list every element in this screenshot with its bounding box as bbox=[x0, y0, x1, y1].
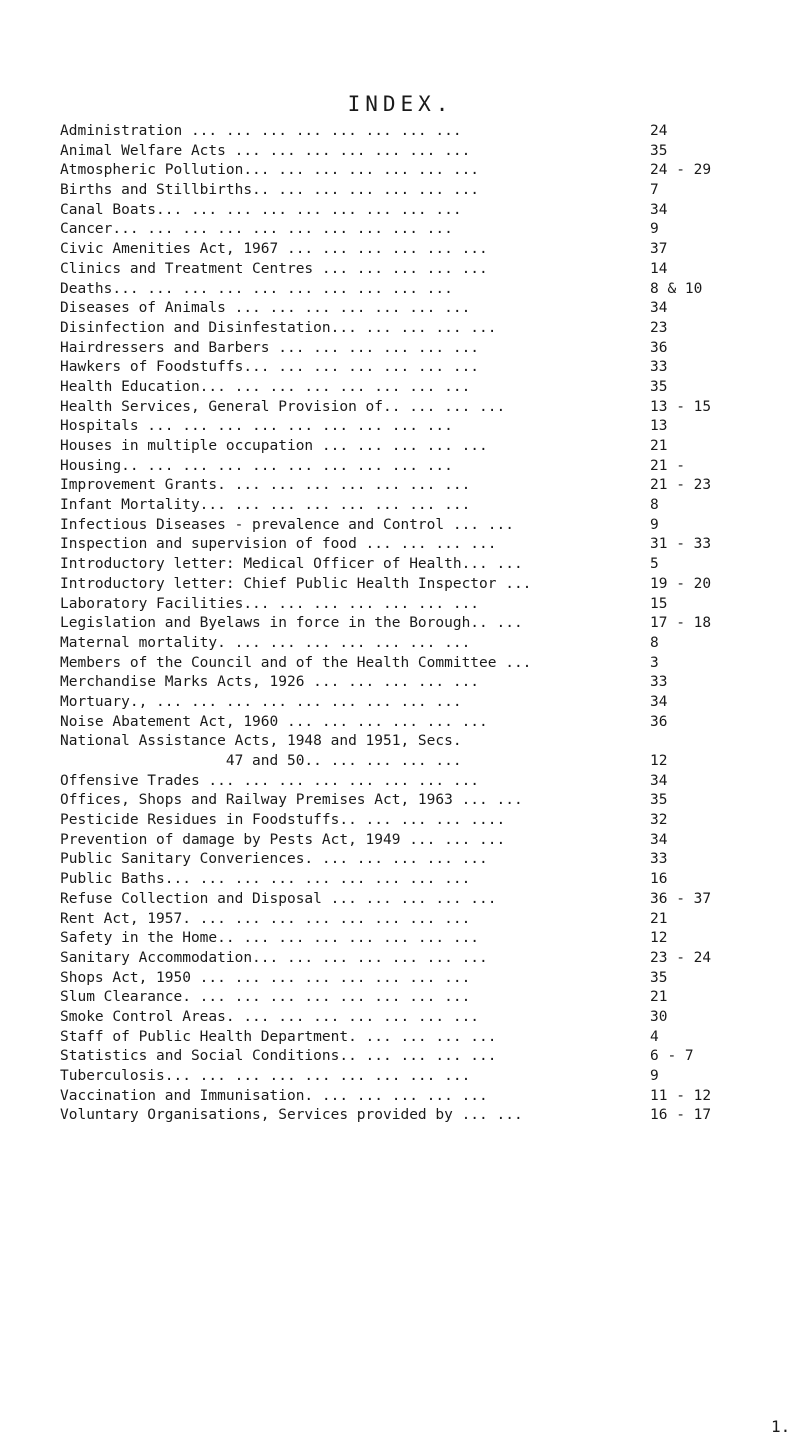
index-entry-page: 30 bbox=[650, 1008, 668, 1025]
index-entry-page: 36 bbox=[650, 339, 668, 356]
index-entry bbox=[60, 535, 740, 555]
index-entry-page: 34 bbox=[650, 831, 668, 848]
index-entry-page: 19 - 20 bbox=[650, 575, 712, 592]
index-entry-page: 5 bbox=[650, 556, 659, 573]
index-entry-label: Shops Act, 1950 ... ... ... ... ... ... ... ... bbox=[60, 969, 471, 986]
index-entry bbox=[60, 831, 740, 851]
index-entry-label: Civic Amenities Act, 1967 ... ... ... ... ... ... bbox=[60, 241, 488, 258]
index-entry-label: Laboratory Facilities... ... ... ... ... ... ... bbox=[60, 595, 480, 612]
index-entry bbox=[60, 673, 740, 693]
index-entry-label: Deaths... ... ... ... ... ... ... ... ... ... bbox=[60, 280, 453, 297]
index-entry-page bbox=[650, 732, 740, 752]
index-entry-page: 8 bbox=[650, 497, 659, 514]
index-entry bbox=[60, 791, 740, 811]
index-entry bbox=[60, 358, 740, 378]
index-entry-label: Atmospheric Pollution... ... ... ... ... ... ... bbox=[60, 162, 480, 179]
index-entry bbox=[60, 910, 740, 930]
index-list bbox=[60, 122, 740, 1126]
index-entry-page: 33 bbox=[650, 674, 668, 691]
index-entry bbox=[60, 142, 740, 162]
index-entry-label: Canal Boats... ... ... ... ... ... ... ... ... bbox=[60, 201, 462, 218]
index-entry-label: Diseases of Animals ... ... ... ... ... ... ... bbox=[60, 300, 471, 317]
index-entry bbox=[60, 161, 740, 181]
index-entry-label: Hawkers of Foodstuffs... ... ... ... ... ... ... bbox=[60, 359, 480, 376]
index-entry-label: Animal Welfare Acts ... ... ... ... ... ... ... bbox=[60, 142, 471, 159]
index-entry-page: 34 bbox=[650, 201, 668, 218]
index-entry bbox=[60, 870, 740, 890]
index-entry-page: 6 - 7 bbox=[650, 1048, 694, 1065]
index-entry-page: 34 bbox=[650, 693, 668, 710]
index-entry bbox=[60, 299, 740, 319]
index-entry-page: 21 bbox=[650, 438, 668, 454]
index-entry-page: 33 bbox=[650, 359, 668, 376]
index-entry-label: Prevention of damage by Pests Act, 1949 ... ... ... bbox=[60, 831, 506, 848]
index-entry-page: 16 bbox=[650, 871, 668, 888]
index-entry-page: 36 bbox=[650, 713, 668, 730]
index-entry bbox=[60, 890, 740, 910]
index-entry bbox=[60, 575, 740, 595]
index-entry-label: Housing.. ... ... ... ... ... ... ... ... ... bbox=[60, 457, 453, 474]
index-entry-page: 21 - 23 bbox=[650, 477, 712, 494]
index-entry-page: 12 bbox=[650, 753, 668, 769]
index-entry-label: Births and Stillbirths.. ... ... ... ... ... ... bbox=[60, 182, 480, 199]
index-entry-label: 47 and 50.. ... ... ... ... bbox=[60, 753, 462, 769]
index-entry-label: Slum Clearance. ... ... ... ... ... ... ... ... bbox=[60, 989, 471, 1006]
index-entry-page: 23 bbox=[650, 319, 668, 336]
index-entry-page: 11 - 12 bbox=[650, 1087, 712, 1104]
index-entry-label: Safety in the Home.. ... ... ... ... ... ... ... bbox=[60, 930, 480, 947]
index-entry-label: Public Sanitary Converiences. ... ... ... ... ... bbox=[60, 851, 488, 868]
index-entry-page: 15 bbox=[650, 595, 668, 612]
index-entry bbox=[60, 595, 740, 615]
index-entry bbox=[60, 476, 740, 496]
index-entry-label: Introductory letter: Chief Public Health Inspector ... bbox=[60, 575, 532, 592]
index-entry bbox=[60, 1067, 740, 1087]
index-entry-label: Sanitary Accommodation... ... ... ... ... ... ... bbox=[60, 949, 488, 966]
index-entry bbox=[60, 732, 740, 752]
index-entry bbox=[60, 1087, 740, 1107]
index-entry-page: 24 - 29 bbox=[650, 162, 712, 179]
index-entry-label: Statistics and Social Conditions.. ... ... ... ... bbox=[60, 1048, 497, 1065]
index-entry-label: National Assistance Acts, 1948 and 1951, Secs. bbox=[60, 733, 462, 750]
index-entry bbox=[60, 1028, 740, 1048]
index-entry-page: 4 bbox=[650, 1028, 659, 1045]
index-entry-label: Administration ... ... ... ... ... ... ... ... bbox=[60, 123, 462, 139]
index-entry-page: 37 bbox=[650, 241, 668, 258]
index-entry-page: 36 - 37 bbox=[650, 890, 712, 907]
index-entry-page: 31 - 33 bbox=[650, 536, 712, 553]
index-entry bbox=[60, 1106, 740, 1126]
index-entry-label: Offensive Trades ... ... ... ... ... ... ... ... bbox=[60, 772, 480, 789]
index-entry bbox=[60, 969, 740, 989]
index-entry bbox=[60, 240, 740, 260]
index-entry-page: 8 & 10 bbox=[650, 280, 703, 297]
index-entry bbox=[60, 850, 740, 870]
index-entry bbox=[60, 437, 740, 457]
index-entry-label: Smoke Control Areas. ... ... ... ... ... ... ... bbox=[60, 1008, 480, 1025]
index-entry-page: 16 - 17 bbox=[650, 1107, 712, 1124]
index-entry bbox=[60, 280, 740, 300]
index-entry bbox=[60, 772, 740, 792]
index-entry bbox=[60, 319, 740, 339]
index-entry-page: 35 bbox=[650, 792, 668, 809]
index-entry-label: Inspection and supervision of food ... ... ... ... bbox=[60, 536, 497, 553]
index-entry-label: Cancer... ... ... ... ... ... ... ... ... ... bbox=[60, 221, 453, 238]
index-entry-page: 33 bbox=[650, 851, 668, 868]
index-entry bbox=[60, 181, 740, 201]
index-entry bbox=[60, 693, 740, 713]
index-entry-page: 21 - bbox=[650, 457, 685, 474]
index-entry-label: Infectious Diseases - prevalence and Control ... ... bbox=[60, 516, 514, 533]
index-entry-label: Disinfection and Disinfestation... ... ... ... ... bbox=[60, 319, 497, 336]
index-entry-label: Houses in multiple occupation ... ... ... ... ... bbox=[60, 438, 488, 454]
index-entry-label: Health Education... ... ... ... ... ... ... ... bbox=[60, 378, 471, 395]
index-entry bbox=[60, 378, 740, 398]
index-entry-label: Infant Mortality... ... ... ... ... ... ... ... bbox=[60, 497, 471, 514]
index-entry-label: Vaccination and Immunisation. ... ... ... ... ... bbox=[60, 1087, 488, 1104]
index-entry-label: Improvement Grants. ... ... ... ... ... ... ... bbox=[60, 477, 471, 494]
index-entry-page: 35 bbox=[650, 142, 668, 159]
index-entry-label: Staff of Public Health Department. ... ... ... ... bbox=[60, 1028, 497, 1045]
index-entry-label: Clinics and Treatment Centres ... ... ... ... ... bbox=[60, 260, 488, 277]
index-entry-page: 21 bbox=[650, 989, 668, 1006]
index-entry-label: Pesticide Residues in Foodstuffs.. ... ... ... .... bbox=[60, 812, 506, 829]
index-entry bbox=[60, 457, 740, 477]
index-entry bbox=[60, 614, 740, 634]
index-entry bbox=[60, 988, 740, 1008]
index-entry bbox=[60, 713, 740, 733]
index-entry bbox=[60, 634, 740, 654]
index-entry-label: Voluntary Organisations, Services provided by ... ... bbox=[60, 1107, 523, 1124]
index-entry-page: 3 bbox=[650, 654, 659, 671]
index-entry bbox=[60, 496, 740, 516]
index-entry bbox=[60, 220, 740, 240]
page-title: INDEX. bbox=[347, 92, 454, 116]
index-entry-label: Rent Act, 1957. ... ... ... ... ... ... ... ... bbox=[60, 910, 471, 927]
index-entry bbox=[60, 555, 740, 575]
index-entry-page: 7 bbox=[650, 182, 659, 199]
index-entry-page: 35 bbox=[650, 969, 668, 986]
index-entry-page: 34 bbox=[650, 772, 668, 789]
index-entry-page: 13 bbox=[650, 418, 668, 435]
index-entry bbox=[60, 654, 740, 674]
index-entry-label: Mortuary., ... ... ... ... ... ... ... ... ... bbox=[60, 693, 462, 710]
index-entry bbox=[60, 339, 740, 359]
index-entry bbox=[60, 1047, 740, 1067]
index-entry-page: 8 bbox=[650, 634, 659, 651]
index-entry-label: Hospitals ... ... ... ... ... ... ... ... ... bbox=[60, 418, 453, 435]
index-entry-label: Tuberculosis... ... ... ... ... ... ... ... ... bbox=[60, 1068, 471, 1084]
index-entry bbox=[60, 398, 740, 418]
index-entry-page: 21 bbox=[650, 910, 668, 927]
index-entry-page: 34 bbox=[650, 300, 668, 317]
index-entry-label: Health Services, General Provision of.. ... ... ... bbox=[60, 398, 506, 415]
index-entry-page: 14 bbox=[650, 260, 668, 277]
index-entry-label: Public Baths... ... ... ... ... ... ... ... ... bbox=[60, 871, 471, 888]
index-entry bbox=[60, 122, 740, 142]
index-entry-page: 9 bbox=[650, 1068, 659, 1084]
index-entry-label: Members of the Council and of the Health Committee ... bbox=[60, 654, 532, 671]
index-entry bbox=[60, 417, 740, 437]
index-entry-page: 23 - 24 bbox=[650, 949, 712, 966]
index-entry bbox=[60, 516, 740, 536]
index-entry-label: Merchandise Marks Acts, 1926 ... ... ... ... ... bbox=[60, 674, 480, 691]
index-entry-page: 32 bbox=[650, 812, 668, 829]
index-entry-page: 9 bbox=[650, 516, 659, 533]
page-number: 1. bbox=[771, 1417, 791, 1436]
index-entry-page: 9 bbox=[650, 221, 659, 238]
index-entry-label: Noise Abatement Act, 1960 ... ... ... ... ... ... bbox=[60, 713, 488, 730]
index-entry bbox=[60, 1008, 740, 1028]
index-entry-label: Offices, Shops and Railway Premises Act, 1963 ... ... bbox=[60, 792, 523, 809]
index-entry-page: 17 - 18 bbox=[650, 615, 712, 632]
index-entry-label: Legislation and Byelaws in force in the Borough.. ... bbox=[60, 615, 523, 632]
index-entry-label: Introductory letter: Medical Officer of Health... ... bbox=[60, 556, 523, 573]
index-entry-page: 35 bbox=[650, 378, 668, 395]
index-entry bbox=[60, 811, 740, 831]
index-entry bbox=[60, 752, 740, 772]
index-entry-label: Refuse Collection and Disposal ... ... ... ... ... bbox=[60, 890, 497, 907]
index-entry bbox=[60, 949, 740, 969]
index-entry-page: 13 - 15 bbox=[650, 398, 712, 415]
index-entry bbox=[60, 260, 740, 280]
index-entry bbox=[60, 929, 740, 949]
index-entry bbox=[60, 201, 740, 221]
index-entry-label: Hairdressers and Barbers ... ... ... ... ... ... bbox=[60, 339, 480, 356]
index-entry-page: 12 bbox=[650, 930, 668, 947]
index-entry-page: 24 bbox=[650, 123, 668, 139]
index-entry-label: Maternal mortality. ... ... ... ... ... ... ... bbox=[60, 634, 471, 651]
